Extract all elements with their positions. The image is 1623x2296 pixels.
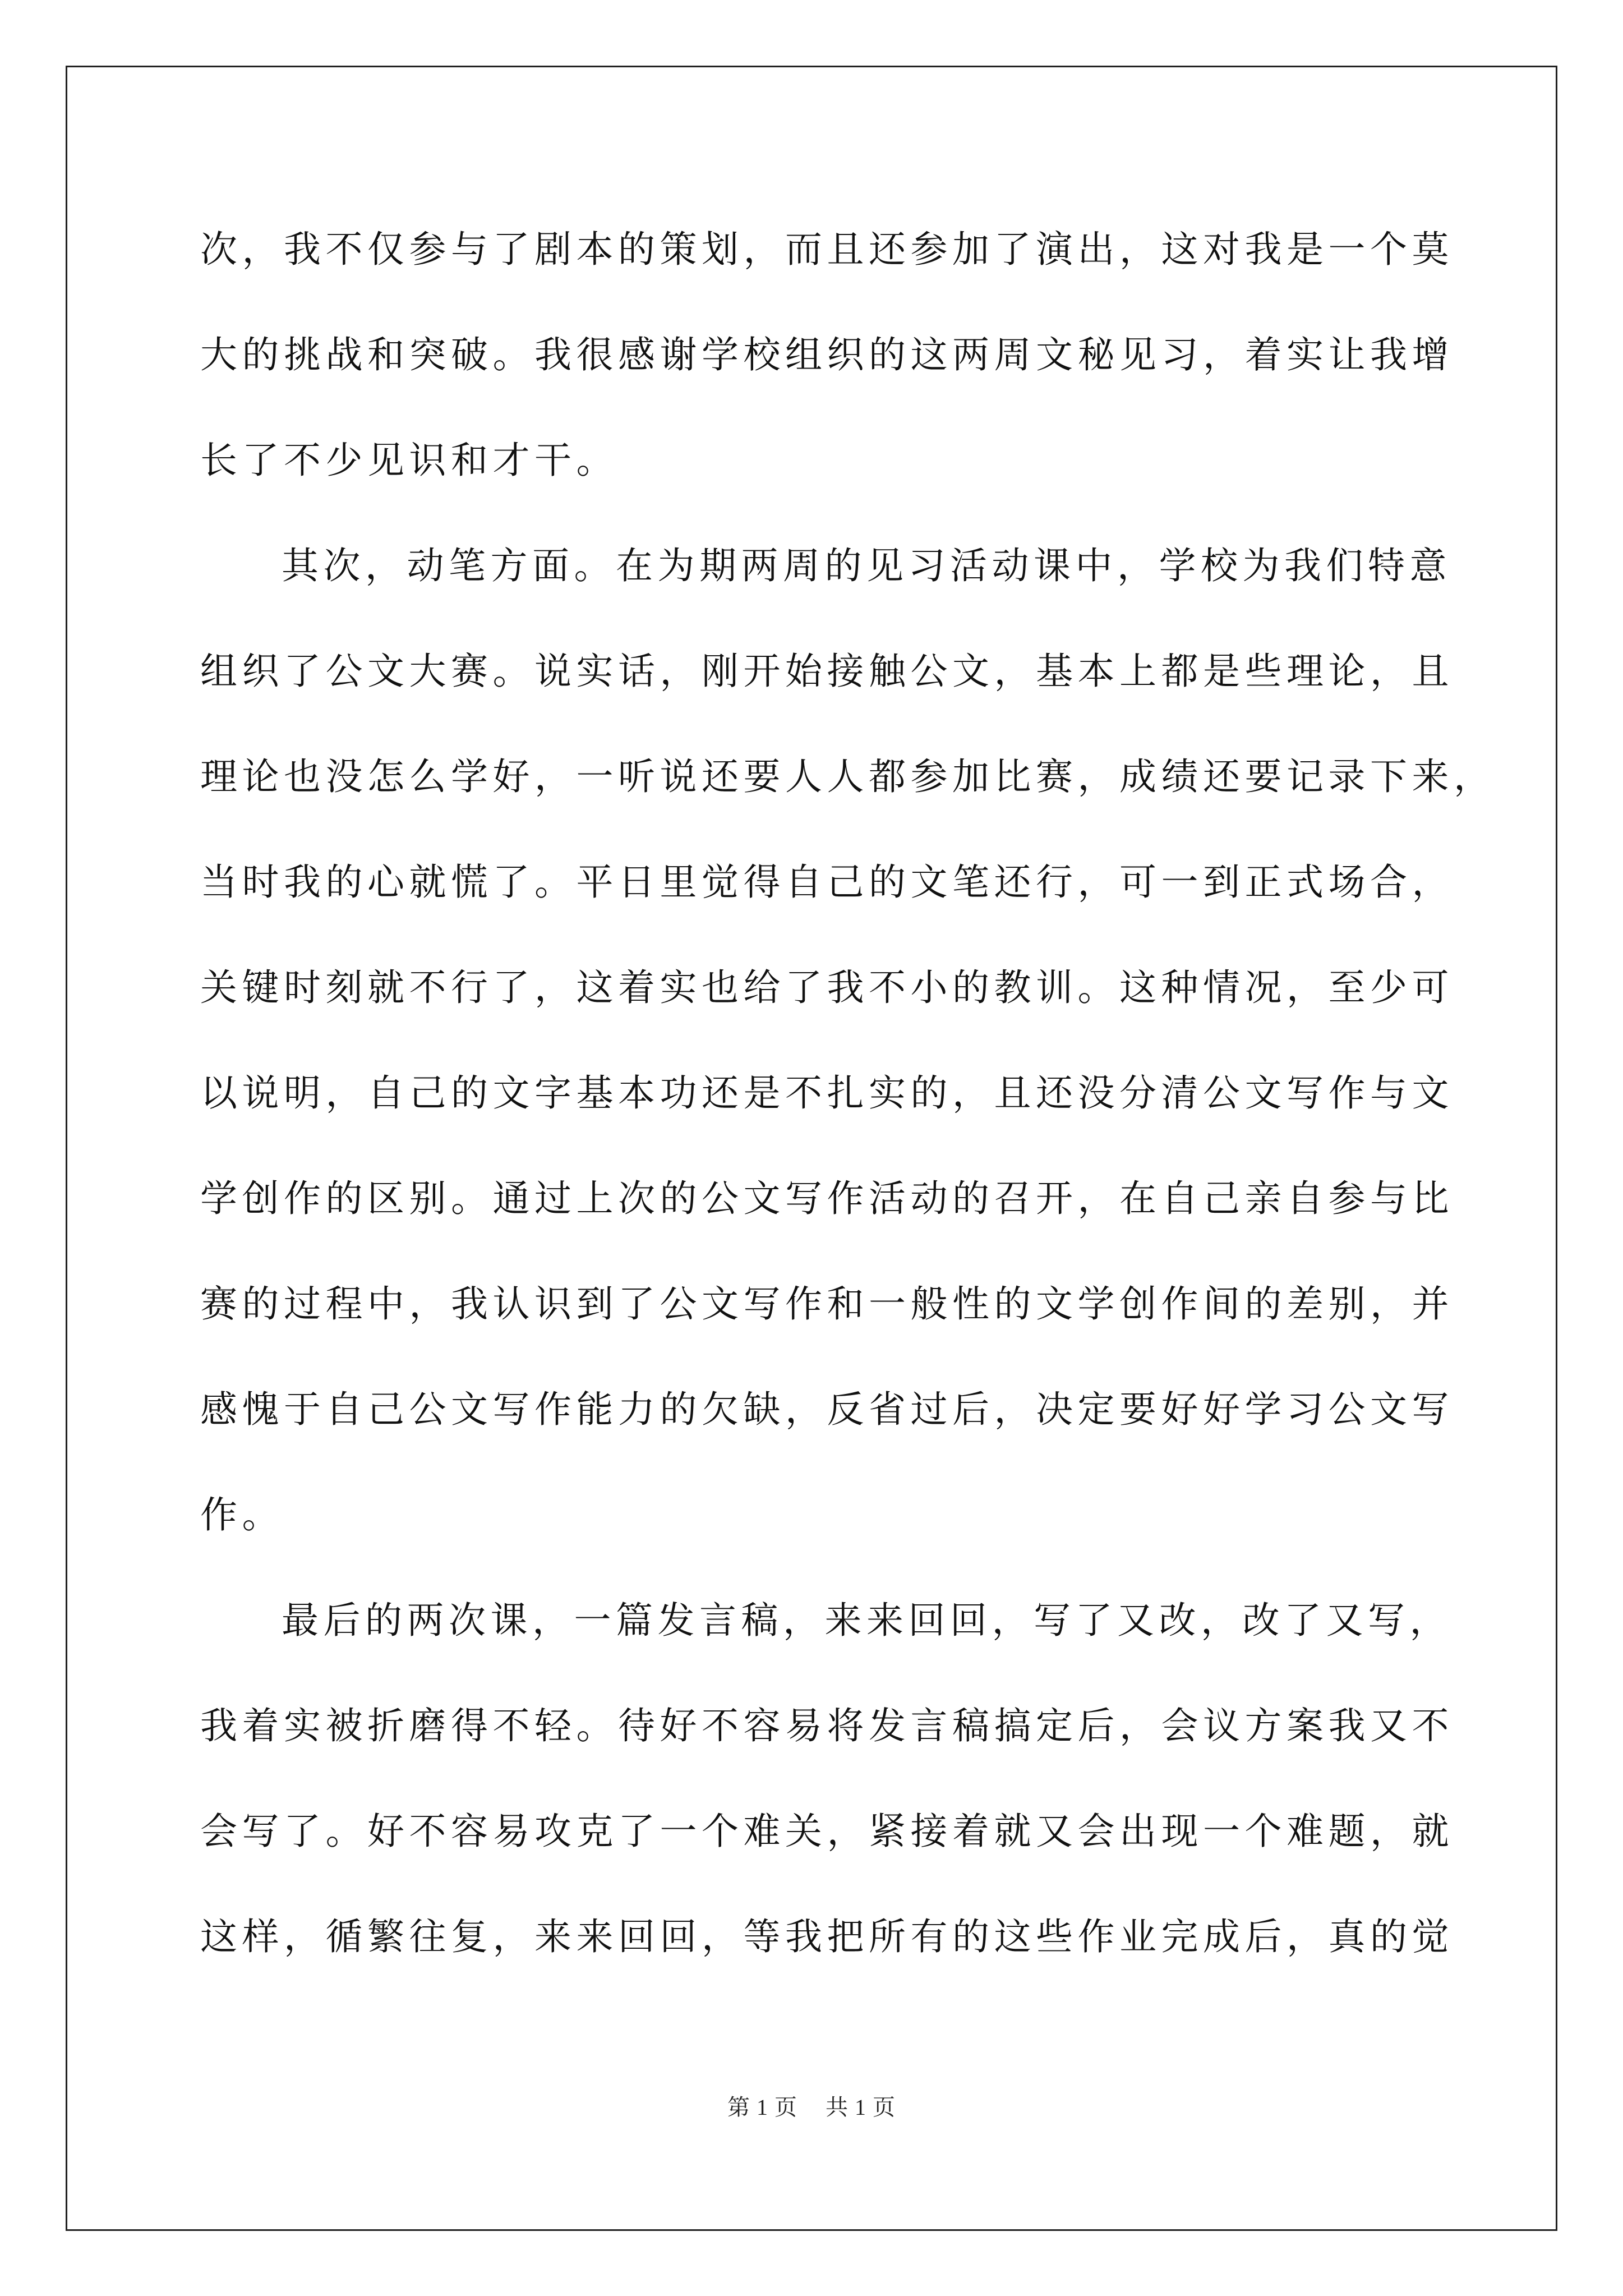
text-line: 以说明，自己的文字基本功还是不扎实的，且还没分清公文写作与文 <box>200 1071 1454 1115</box>
text-line: 关键时刻就不行了，这着实也给了我不小的教训。这种情况，至少可 <box>200 966 1454 1009</box>
text-line: 作。 <box>200 1493 284 1536</box>
text-line: 组织了公文大赛。说实话，刚开始接触公文，基本上都是些理论，且 <box>200 650 1454 693</box>
text-line: 理论也没怎么学好，一听说还要人人都参加比赛，成绩还要记录下来， <box>200 755 1496 798</box>
text-line: 当时我的心就慌了。平日里觉得自己的文笔还行，可一到正式场合， <box>200 861 1454 904</box>
page-total: 共 1 页 <box>826 2095 896 2120</box>
page-footer <box>0 2090 1623 2122</box>
text-line: 赛的过程中，我认识到了公文写作和一般性的文学创作间的差别，并 <box>200 1282 1454 1326</box>
text-line: 会写了。好不容易攻克了一个难关，紧接着就又会出现一个难题，就 <box>200 1810 1454 1853</box>
text-line: 学创作的区别。通过上次的公文写作活动的召开，在自己亲自参与比 <box>200 1177 1454 1220</box>
text-line: 这样，循繁往复，来来回回，等我把所有的这些作业完成后，真的觉 <box>200 1915 1454 1958</box>
page-frame <box>66 66 1557 2231</box>
text-line: 大的挑战和突破。我很感谢学校组织的这两周文秘见习，着实让我增 <box>200 333 1454 376</box>
text-line: 次，我不仅参与了剧本的策划，而且还参加了演出，这对我是一个莫 <box>200 228 1454 271</box>
text-line: 感愧于自己公文写作能力的欠缺，反省过后，决定要好好学习公文写 <box>200 1388 1454 1431</box>
text-line: 长了不少见识和才干。 <box>200 439 618 482</box>
text-line: 我着实被折磨得不轻。待好不容易将发言稿搞定后，会议方案我又不 <box>200 1704 1454 1747</box>
paragraph-start-line: 其次，动笔方面。在为期两周的见习活动课中，学校为我们特意 <box>282 544 1451 587</box>
page-number: 第 1 页 <box>727 2095 797 2120</box>
paragraph-start-line: 最后的两次课，一篇发言稿，来来回回，写了又改，改了又写， <box>282 1599 1451 1642</box>
